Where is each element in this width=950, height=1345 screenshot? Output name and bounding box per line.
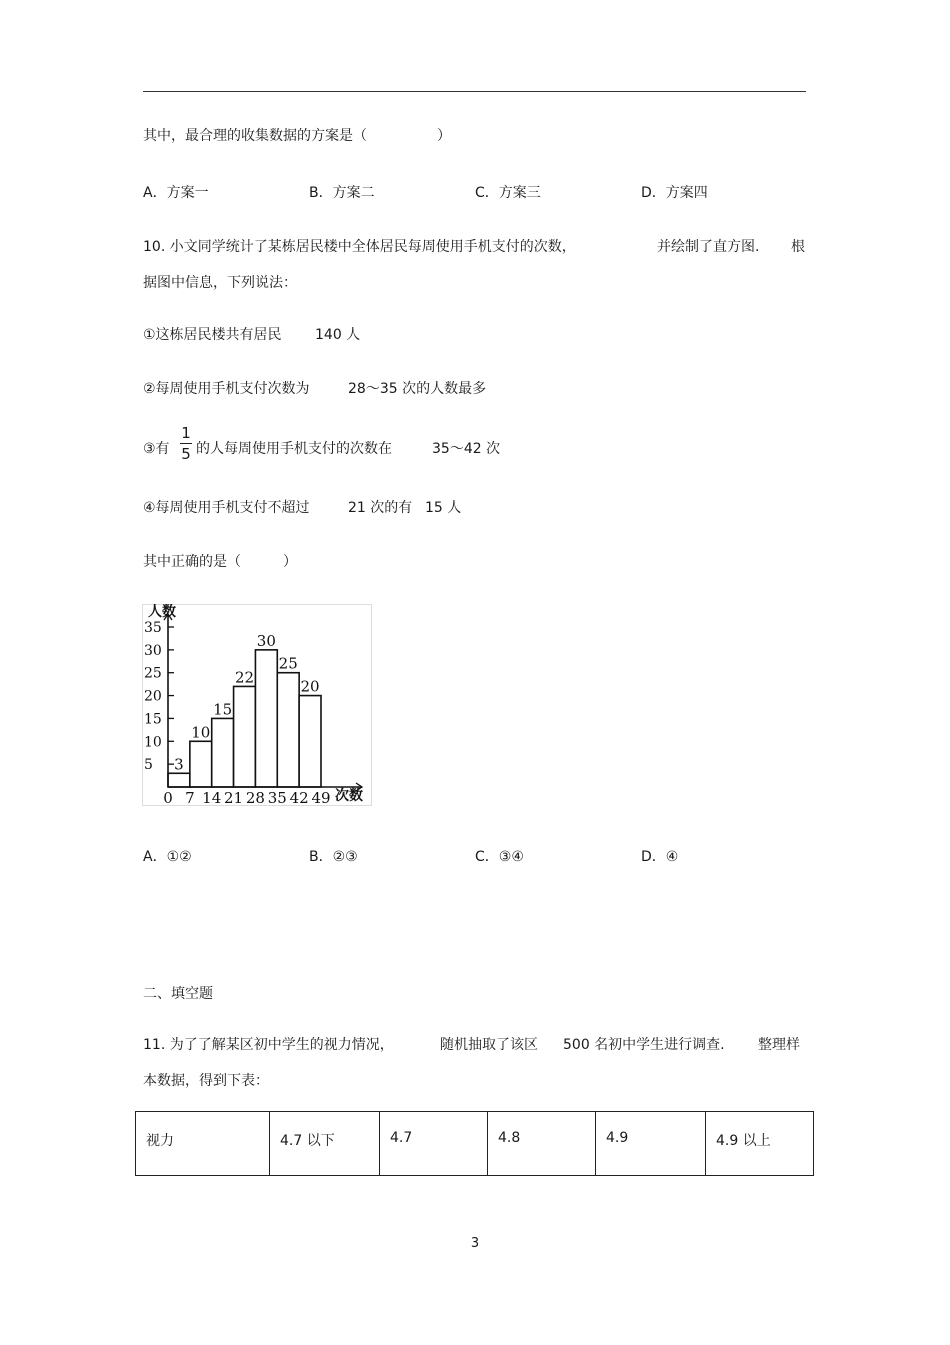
statement-3-value: 35～42 次 [432,441,501,457]
x-tick-label: 42 [289,789,309,806]
q10-option-b: B．②③ [309,849,358,865]
x-tick-label: 28 [245,789,265,806]
statement-1-text: ①这栋居民楼共有居民 [143,327,282,343]
fraction-bar [180,443,192,444]
q10-option-c: C．③④ [475,849,524,865]
histogram-chart [142,604,372,806]
bar-value-label: 20 [300,677,320,696]
statement-4-count: 15 人 [425,500,462,516]
y-tick-label: 35 [144,620,162,636]
x-tick-label: 14 [202,789,222,806]
histogram-bar [277,673,299,787]
q10-line1-b: 并绘制了直方图. [657,239,760,255]
section-title: 二、填空题 [143,986,213,1002]
fraction [180,424,192,463]
statement-3-text: ③有 [143,441,170,457]
y-axis-label: 人数 [148,604,176,620]
q10-correct-prompt: 其中正确的是（ ） [143,554,297,570]
statement-4-value: 21 次的有 [348,500,413,516]
y-tick-label: 15 [144,711,162,728]
q10-option-a: A．①② [143,849,192,865]
histogram-bar [190,741,212,787]
x-axis-label: 次数 [335,788,363,804]
y-tick-label: 10 [144,734,162,751]
histogram-bar [299,696,321,787]
x-tick-label: 21 [224,789,244,806]
q9-option-c: C．方案三 [475,185,541,201]
statement-2-text: ②每周使用手机支付次数为 [143,381,310,397]
y-tick-label: 30 [144,642,162,659]
histogram-bar [168,773,190,787]
bar-value-label: 30 [256,631,276,650]
x-tick-label: 7 [185,789,195,806]
q10-line1-c: 根 [791,239,805,255]
fraction-denominator: 5 [181,445,191,463]
statement-2-value: 28～35 次的人数最多 [348,381,487,397]
q11-line2: 本数据，得到下表： [143,1073,269,1089]
bar-value-label: 22 [234,668,255,687]
q11-line1-c: 500 名初中学生进行调查. [563,1037,725,1053]
page-number: 3 [470,1236,480,1251]
x-tick-label: 0 [163,789,173,806]
fraction-numerator: 1 [181,424,191,442]
table-cell: 4.8 [488,1112,596,1176]
statement-1-value: 140 人 [315,327,361,343]
table-row [136,1112,814,1176]
q11-line1-a: 11. 为了了解某区初中学生的视力情况， [143,1037,394,1053]
histogram-bar [255,650,277,787]
q10-line1-a: 10. 小文同学统计了某栋居民楼中全体居民每周使用手机支付的次数， [143,239,576,255]
bar-value-label: 10 [191,723,211,742]
bar-value-label: 15 [213,700,233,719]
y-tick-label: 20 [144,688,162,705]
y-tick-label: 25 [144,665,162,682]
x-tick-label: 35 [267,789,287,806]
y-tick-label: 5 [144,757,153,774]
q9-option-b: B．方案二 [309,185,375,201]
statement-3-middle: 的人每周使用手机支付的次数在 [196,441,392,457]
bar-value-label: 25 [278,654,298,673]
vision-table [135,1111,814,1176]
table-cell: 4.9 [596,1112,706,1176]
q10-option-d: D．④ [641,849,679,865]
table-cell: 4.7 [380,1112,488,1176]
q11-line1-d: 整理样 [758,1037,800,1053]
table-cell: 4.7 以下 [270,1112,380,1176]
statement-4-text: ④每周使用手机支付不超过 [143,500,310,516]
q9-option-d: D．方案四 [641,185,708,201]
q10-line2: 据图中信息，下列说法： [143,275,297,291]
histogram-bar [212,718,234,787]
header-rule [143,91,806,92]
table-cell: 4.9 以上 [706,1112,814,1176]
table-cell: 视力 [136,1112,270,1176]
q9-option-a: A．方案一 [143,185,209,201]
histogram-bar [234,686,256,787]
q9-question: 其中，最合理的收集数据的方案是（ ） [143,128,451,144]
bar-value-label: 3 [174,755,184,774]
x-tick-label: 49 [311,789,331,806]
q11-line1-b: 随机抽取了该区 [440,1037,538,1053]
